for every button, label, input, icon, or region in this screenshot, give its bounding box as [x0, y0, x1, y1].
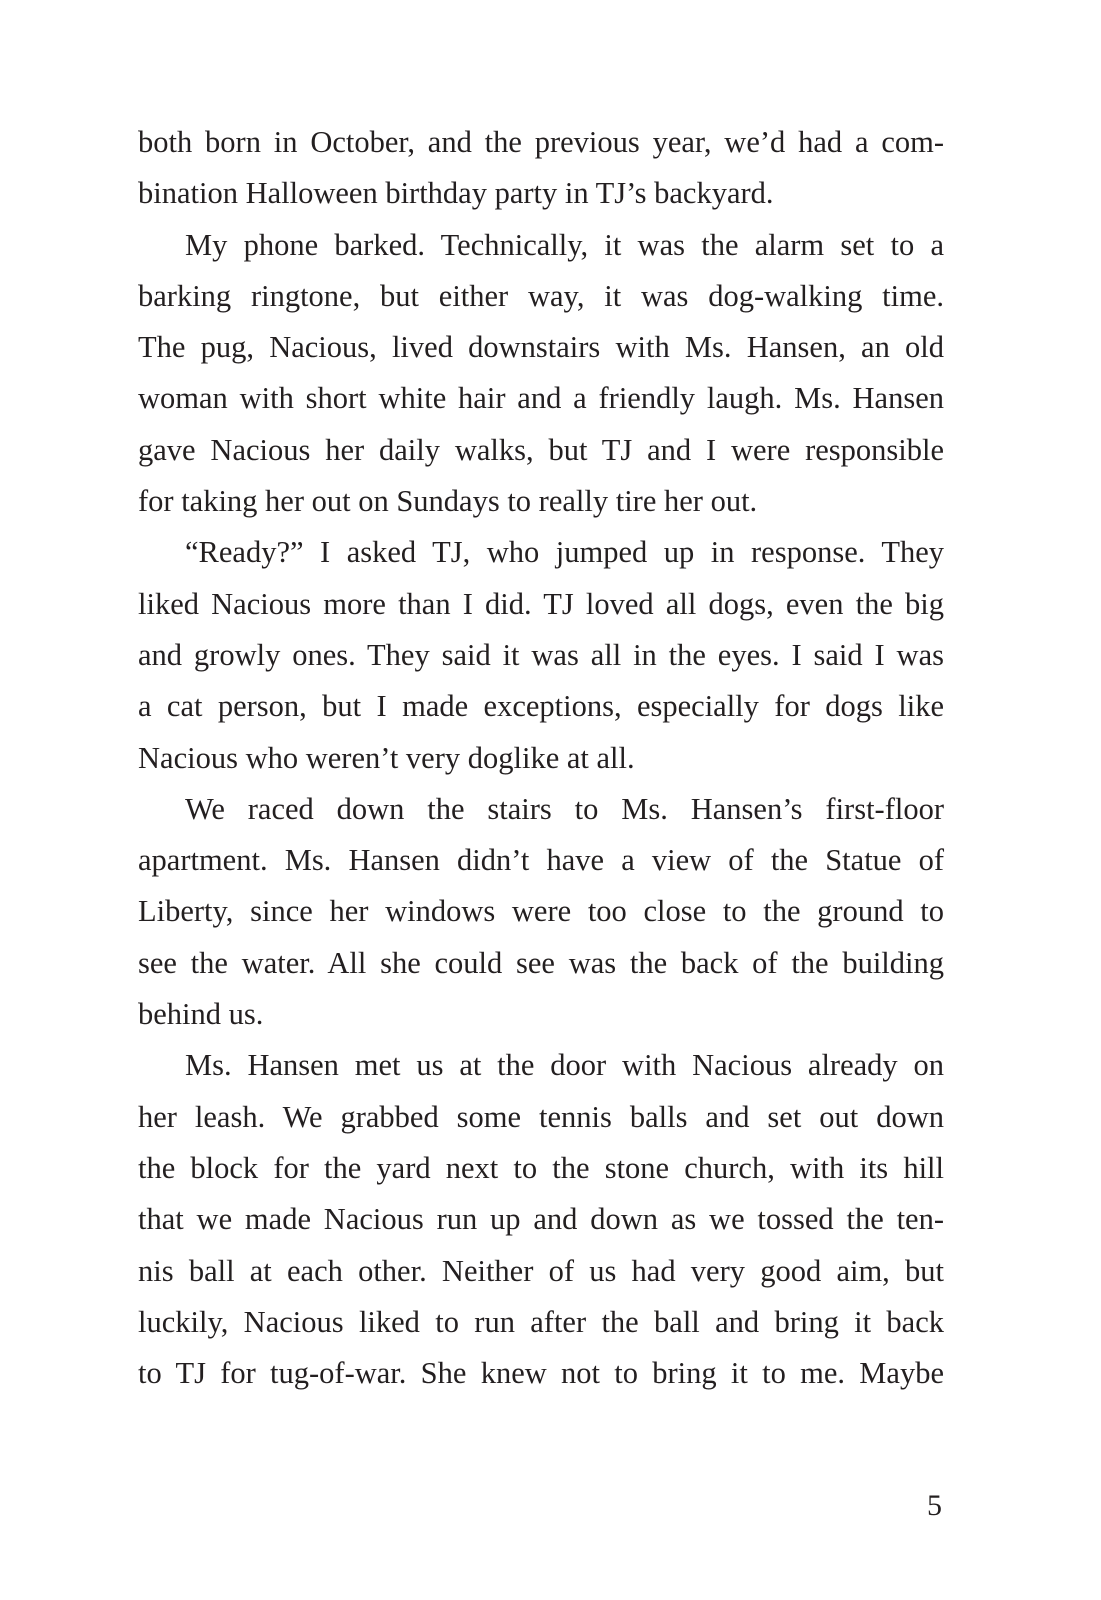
text-line: for taking her out on Sundays to really tire her out. — [138, 484, 758, 519]
text-line: see the water. All she could see was the back of the building — [138, 945, 944, 980]
text-line: “Ready?” I asked TJ, who jumped up in response. They — [185, 535, 944, 570]
text-line: We raced down the stairs to Ms. Hansen’s first-floor — [185, 791, 944, 826]
text-line: woman with short white hair and a friendly laugh. Ms. Hansen — [138, 381, 944, 416]
text-line: nis ball at each other. Neither of us had very good aim, but — [138, 1253, 944, 1288]
text-line: and growly ones. They said it was all in the eyes. I said I was — [138, 637, 944, 672]
paragraph — [138, 527, 944, 783]
text-line: My phone barked. Technically, it was the alarm set to a — [185, 227, 944, 262]
page-number: 5 — [927, 1489, 942, 1522]
text-line: liked Nacious more than I did. TJ loved all dogs, even the big — [138, 586, 944, 621]
text-line: The pug, Nacious, lived downstairs with Ms. Hansen, an old — [138, 330, 944, 365]
text-line: both born in October, and the previous year, we’d had a com- — [138, 125, 944, 159]
body-text — [138, 117, 944, 1399]
paragraph — [138, 117, 944, 220]
text-line: apartment. Ms. Hansen didn’t have a view of the Statue of — [138, 843, 944, 878]
text-line: behind us. — [138, 997, 264, 1032]
text-line: to TJ for tug-of-war. She knew not to bring it to me. Maybe — [138, 1356, 944, 1391]
text-line: barking ringtone, but either way, it was dog-walking time. — [138, 278, 944, 313]
paragraph — [138, 220, 944, 528]
paragraph — [138, 784, 944, 1040]
text-line: a cat person, but I made exceptions, especially for dogs like — [138, 689, 944, 724]
text-line: luckily, Nacious liked to run after the ball and bring it back — [138, 1304, 944, 1339]
text-line: her leash. We grabbed some tennis balls and set out down — [138, 1099, 944, 1134]
text-line: Ms. Hansen met us at the door with Nacious already on — [185, 1048, 944, 1083]
text-line: bination Halloween birthday party in TJ’s backyard. — [138, 176, 774, 211]
paragraph — [138, 1040, 944, 1399]
text-line: Liberty, since her windows were too close to the ground to — [138, 894, 944, 929]
text-line: Nacious who weren’t very doglike at all. — [138, 740, 635, 775]
text-line: that we made Nacious run up and down as we tossed the ten- — [138, 1202, 944, 1237]
text-line: gave Nacious her daily walks, but TJ and I were responsible — [138, 432, 944, 467]
text-line: the block for the yard next to the stone church, with its hill — [138, 1150, 944, 1185]
